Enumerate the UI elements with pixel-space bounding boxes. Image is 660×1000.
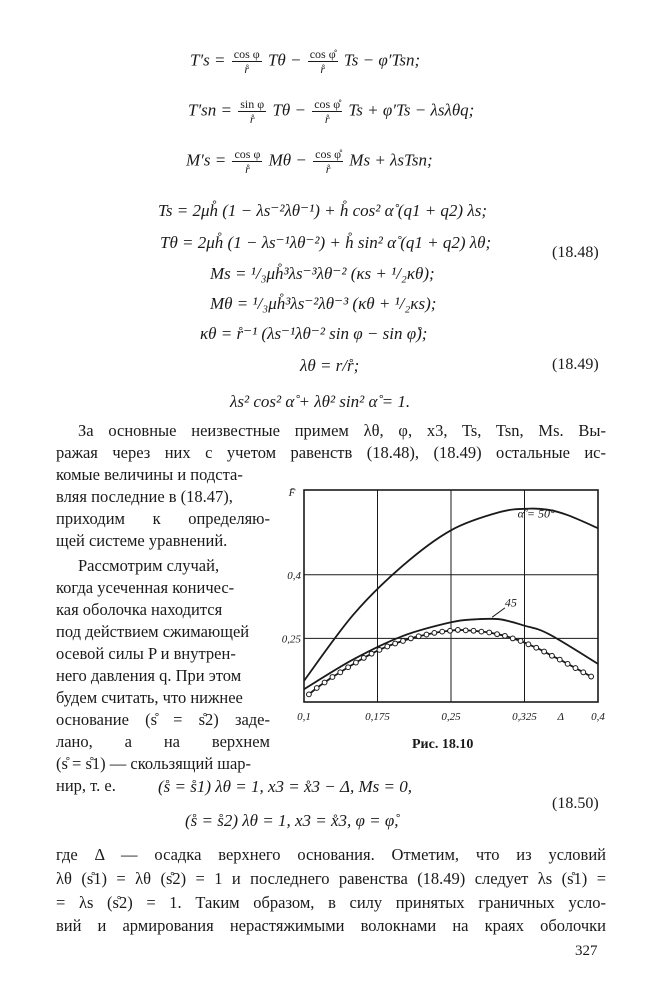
equation-number-18-48: (18.48) <box>552 244 599 261</box>
x-tick-label: 0,175 <box>365 711 390 723</box>
series-point <box>557 657 562 662</box>
eq1-frac1-num: cos φ <box>233 47 260 61</box>
paragraph3-line3: = λs (s̊2) = 1. Таким образом, в силу принятых граничных усло- <box>56 893 606 912</box>
series-point <box>361 656 366 661</box>
eq2-frac2-num: cos φ̊ <box>314 97 341 111</box>
equation-ts: Ts = 2μh̊ (1 − λs⁻²λθ⁻¹) + h̊ cos² α̊ (q1 + q2) λs; <box>158 201 487 220</box>
x-tick-label: 0,25 <box>441 711 461 723</box>
paragraph2-line10: (s̊ = s̊1) — скользящий шар- <box>56 754 252 773</box>
equation-number-18-49: (18.49) <box>552 356 599 373</box>
eq1-frac2 <box>308 48 338 75</box>
series-point <box>526 642 531 647</box>
series-point <box>385 644 390 649</box>
eq1-frac2-den: r̊ <box>320 62 326 76</box>
eq3-mid2: Ms + λsTsn; <box>349 150 433 170</box>
eq2-mid2: Ts + φ′Ts − λsλθq; <box>348 100 475 120</box>
paragraph1-line4: вляя последние в (18.47), <box>56 487 233 506</box>
series-point <box>338 670 343 675</box>
paragraph2-line5: осевой силы P и внутрен- <box>56 644 236 663</box>
eq3-frac1 <box>232 148 262 175</box>
series-line-3 <box>309 630 591 694</box>
paragraph3-line2: λθ (s̊1) = λθ (s̊2) = 1 и последнего равенства (18.49) следует λs (s̊1) = <box>56 869 606 888</box>
eq1-frac2-num: cos φ̊ <box>309 47 336 61</box>
series-point <box>510 636 515 641</box>
paragraph2-line2: когда усеченная коничес- <box>56 578 235 597</box>
series-point <box>589 674 594 679</box>
eq1-lhs: T′s = <box>190 50 226 70</box>
equation-boundary-s2: (s̊ = s̊2) λθ = 1, x3 = x̊3, φ = φ̊, <box>185 811 399 830</box>
paragraph2-line1: Рассмотрим случай, <box>78 556 220 575</box>
equation-lambda-sum: λs² cos² α̊ + λθ² sin² α̊ = 1. <box>230 392 411 411</box>
page-number: 327 <box>575 943 598 959</box>
equation-ms-prime <box>186 148 433 175</box>
eq3-frac1-den: r̊ <box>245 162 250 176</box>
series-point <box>487 630 492 635</box>
figure-caption: Рис. 18.10 <box>412 737 474 752</box>
paragraph1-line6: щей системе уравнений. <box>56 531 228 550</box>
equation-mtheta: Mθ = ¹/₃μh̊³λs⁻²λθ⁻³ (κθ + ¹/₂κs); <box>210 294 437 313</box>
eq2-frac1-num: sin φ <box>240 97 265 111</box>
series-point <box>471 628 476 633</box>
paragraph2-line4: под действием сжимающей <box>56 622 250 641</box>
series-point <box>573 666 578 671</box>
equation-boundary-s1: (s̊ = s̊1) λθ = 1, x3 = x̊3 − Δ, Ms = 0, <box>158 777 412 796</box>
series-point <box>518 639 523 644</box>
figure-18-10-chart <box>280 470 610 732</box>
paragraph3-line1: где Δ — осадка верхнего основания. Отметим, что из условий <box>56 845 606 864</box>
eq2-frac2-den: r̊ <box>324 112 330 126</box>
equation-kappa-theta: κθ = r̊⁻¹ (λs⁻¹λθ⁻² sin φ − sin φ̊); <box>200 324 428 343</box>
eq1-frac1-den: r̊ <box>244 62 250 76</box>
series-point <box>440 629 445 634</box>
eq1-mid2: Ts − φ′Tsn; <box>343 50 421 70</box>
series-point <box>479 629 484 634</box>
series-point <box>393 641 398 646</box>
y-tick-label: 0,25 <box>281 633 301 646</box>
series-point <box>307 692 312 697</box>
series-point <box>565 661 570 666</box>
eq3-lhs: M′s = <box>186 150 227 170</box>
paragraph1-line1: За основные неизвестные примем λθ, φ, x3, Ts, Tsn, Ms. Вы- <box>78 421 606 440</box>
x-tick-label: 0,4 <box>591 711 605 723</box>
paragraph2-line11: нир, т. е. <box>56 776 116 795</box>
series-point <box>455 628 460 633</box>
paragraph2-line3: кая оболочка находится <box>56 600 223 619</box>
eq2-frac1 <box>238 98 266 125</box>
eq3-frac2-num: cos φ̊ <box>315 147 342 161</box>
paragraph1-line5: приходим к определяю- <box>56 509 270 528</box>
series-point <box>495 632 500 637</box>
eq1-mid1: Tθ − <box>267 50 302 70</box>
equation-lambda-theta: λθ = r/r̊; <box>300 356 360 375</box>
eq3-frac1-num: cos φ <box>234 147 261 161</box>
eq3-mid1: Mθ − <box>268 150 307 170</box>
series-point <box>330 675 335 680</box>
curve-label-45: 45 <box>504 595 517 610</box>
paragraph2-line8: основание (s̊ = s̊2) заде- <box>56 710 270 729</box>
paragraph2-line6: него давления q. При этом <box>56 666 242 685</box>
series-point <box>314 686 319 691</box>
eq3-frac2-den: r̊ <box>325 162 331 176</box>
eq2-mid1: Tθ − <box>272 100 306 120</box>
eq2-lhs: T′sn = <box>188 100 233 120</box>
series-point <box>432 630 437 635</box>
series-point <box>550 653 555 658</box>
series-point <box>322 680 327 685</box>
equation-ts-prime <box>190 48 420 75</box>
eq1-frac1 <box>232 48 262 75</box>
equation-ms: Ms = ¹/₃μh̊³λs⁻³λθ⁻² (κs + ¹/₂κθ); <box>210 264 435 283</box>
equation-number-18-50: (18.50) <box>552 795 599 812</box>
chart-labels <box>282 487 606 723</box>
curve-label-50: α̊ = 50° <box>517 506 555 521</box>
paragraph3-line4: вий и армирования нерастяжимыми волокнами на краях оболочки <box>56 916 606 935</box>
series-point <box>424 632 429 637</box>
series-point <box>401 639 406 644</box>
x-tick-label: 0,325 <box>512 711 537 723</box>
series-point <box>542 649 547 654</box>
paragraph1-line3: комые величины и подста- <box>56 465 243 484</box>
eq3-frac2 <box>313 148 343 175</box>
series-point <box>463 628 468 633</box>
paragraph2-line9: лано, а на верхнем <box>56 732 270 751</box>
series-point <box>416 634 421 639</box>
series-point <box>369 651 374 656</box>
eq2-frac1-den: r̊ <box>249 112 255 126</box>
paragraph2-line7: будем считать, что нижнее <box>56 688 243 707</box>
x-tick-label: 0,1 <box>297 711 311 723</box>
series-point <box>534 645 539 650</box>
y-axis-label: F̄ <box>288 487 296 499</box>
series-point <box>377 647 382 652</box>
series-point <box>346 665 351 670</box>
series-point <box>408 636 413 641</box>
curve-label-45-leader <box>492 608 505 617</box>
series-point <box>354 660 359 665</box>
series-point <box>581 670 586 675</box>
equation-ttheta: Tθ = 2μh̊ (1 − λs⁻¹λθ⁻²) + h̊ sin² α̊ (q1 + q2) λθ; <box>160 233 492 252</box>
series-point <box>503 633 508 638</box>
equation-tsn-prime <box>188 98 474 125</box>
paragraph1-line2: ражая через них с учетом равенств (18.48), (18.49) остальные ис- <box>56 443 606 462</box>
x-axis-label: Δ <box>557 711 564 723</box>
series-point <box>448 628 453 633</box>
eq2-frac2 <box>312 98 342 125</box>
y-tick-label: 0,4 <box>287 569 301 582</box>
chart-grid <box>304 490 598 702</box>
